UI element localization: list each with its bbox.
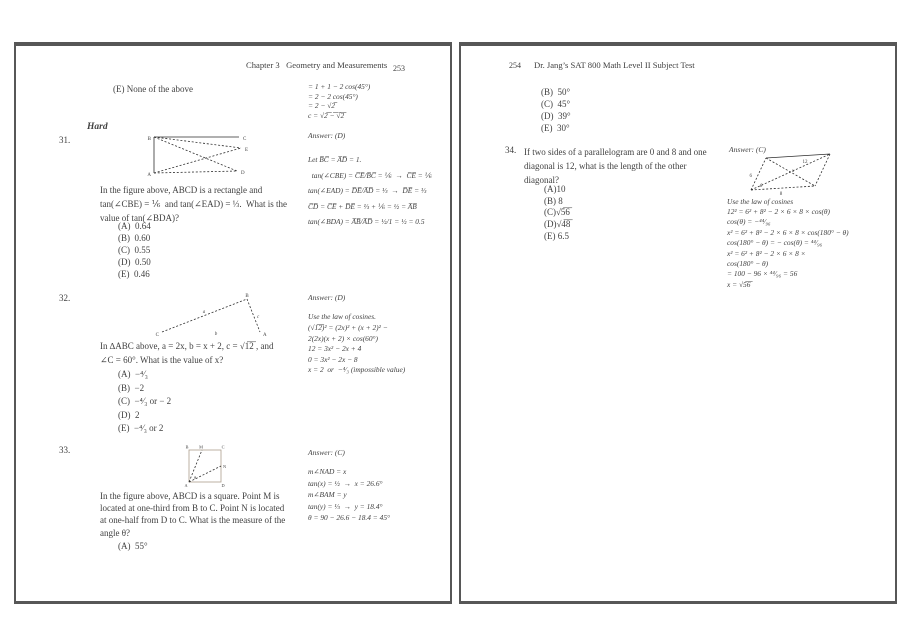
solution-line: cos(180° − θ) = − cos(θ) = ⁴⁴⁄₉₆	[727, 238, 823, 248]
answer-33: Answer: (C)	[308, 448, 345, 457]
answer-31: Answer: (D)	[308, 131, 346, 140]
option-line: (E) 0.46	[118, 269, 150, 279]
option-line: (A) 55°	[118, 541, 148, 551]
question-33-text	[100, 490, 285, 539]
angle-label-theta: θ	[194, 475, 197, 480]
vertex-label-d: D	[221, 483, 225, 488]
difficulty-label: Hard	[87, 122, 108, 132]
carryover-options	[541, 86, 571, 134]
solution-line: 12² = 6² + 8² − 2 × 6 × 8 × cos(θ)	[727, 207, 831, 216]
solution-line: m∠BAM = y	[308, 490, 347, 500]
solution-34-intro: Use the law of cosines	[727, 197, 794, 206]
solution-line: (√1̅2̅)² = (2x)² + (x + 2)² −	[308, 323, 388, 332]
page-number: 254	[509, 61, 521, 70]
answer-32: Answer: (D)	[308, 293, 346, 302]
question-line: at one-half from D to C. What is the measure of the	[100, 515, 286, 526]
vertex-label-c: C	[221, 444, 225, 450]
parallelogram-figure-34	[737, 150, 842, 198]
option-line: (C) 0.55	[118, 245, 151, 255]
question-line: diagonal is 12, what is the length of the other	[524, 161, 687, 171]
question-line: If two sides of a parallelogram are 0 and 8 and one	[524, 147, 707, 157]
question-34-options	[544, 184, 570, 243]
triangle-figure-32	[154, 292, 279, 340]
problem-number-34: 34.	[505, 145, 517, 155]
solution-32-intro: Use the law of cosines.	[308, 312, 376, 321]
angle-label-theta: θ	[760, 184, 763, 189]
side-label-c: c	[257, 315, 260, 320]
carryover-option-e: (E) None of the above	[113, 84, 193, 94]
option-line: (B) 50°	[541, 87, 571, 97]
solution-line: tan(∠BDA) = A̅B̅/A̅D̅ = ½/1 = ½ = 0.5	[308, 217, 425, 227]
solution-line: x² = 6² + 8² − 2 × 6 × 8 × cos(180° − θ)	[727, 227, 849, 237]
option-line: (E) −⁴⁄₃ or 2	[118, 423, 164, 434]
question-31-options	[118, 220, 151, 280]
left-page	[14, 42, 452, 604]
vertex-label-a: A	[147, 173, 151, 178]
solution-line: = 2 − √2̅	[308, 101, 335, 111]
solution-line: C̅D̅ = C̅E̅ + D̅E̅ = ⅓ + ⅙ = ½ = A̅B̅	[308, 201, 417, 211]
question-line: ∠C = 60°. What is the value of x?	[100, 355, 224, 365]
solution-line: = 1 + 1 − 2 cos(45°)	[308, 82, 371, 91]
solution-line: 12 = 3x² − 2x + 4	[308, 344, 362, 354]
solution-line: x² = 6² + 8² − 2 × 6 × 8 ×	[727, 248, 806, 258]
solution-34	[727, 207, 849, 290]
side-label-8: 8	[779, 192, 783, 197]
solution-line: = 2 − 2 cos(45°)	[308, 91, 358, 101]
solution-line: tan(∠EAD) = D̅E̅/A̅D̅ = ⅓ → D̅E̅ = ⅓	[308, 186, 427, 196]
question-33-options	[118, 540, 148, 552]
question-line: In ∆ABC above, a = 2x, b = x + 2, c = √1̅2̅ , and	[100, 341, 274, 351]
option-line: (C) 45°	[541, 99, 571, 109]
solution-line: 2(2x)(x + 2) × cos(60°)	[308, 333, 378, 343]
option-line: (E) 6.5	[544, 230, 569, 241]
question-line: In the figure above, ABCD is a square. Point M is	[100, 491, 280, 501]
option-line: (C)√5̅6̅	[544, 207, 570, 218]
solution-line: = 100 − 96 × ⁴⁴⁄₉₆ = 56	[727, 269, 798, 279]
diagonal-label-12: 12	[802, 160, 808, 165]
vertex-label-b: B	[147, 137, 151, 142]
book-title-header: Dr. Jang’s SAT 800 Math Level II Subject Test	[534, 60, 695, 70]
carryover-solution	[308, 82, 370, 121]
solution-line: c = √2̅ ̅−̅ ̅√̅2̅	[308, 111, 345, 121]
option-line: (A) 0.64	[118, 221, 151, 231]
solution-line: x = 2 or −⁴⁄₃ (impossible value)	[308, 365, 406, 375]
solution-line: 0 = 3x² − 2x − 8	[308, 354, 358, 364]
solution-line: tan(∠CBE) = C̅E̅/B̅C̅ = ⅙ → C̅E̅ = ⅙	[308, 170, 432, 180]
question-32-text	[100, 339, 273, 367]
question-line: diagonal?	[524, 175, 559, 185]
point-label-n: N	[223, 464, 227, 469]
question-line: value of tan(∠BDA)?	[100, 213, 180, 223]
option-line: (D) 2	[118, 409, 140, 420]
solution-line: θ = 90 − 26.6 − 18.4 = 45°	[308, 513, 390, 523]
option-line: (B) 0.60	[118, 233, 151, 243]
question-line: tan(∠CBE) = ⅙ and tan(∠EAD) = ⅓. What is the	[100, 199, 288, 209]
diagonal-label-x: x	[792, 169, 795, 174]
solution-line: cos(θ) = −⁴⁴⁄₉₆	[727, 217, 771, 227]
option-line: (D) 0.50	[118, 257, 151, 267]
vertex-label-e: E	[245, 148, 249, 153]
solution-32	[308, 323, 405, 376]
option-line: (C) −⁴⁄₃ or − 2	[118, 396, 172, 407]
option-line: (D) 39°	[541, 111, 571, 121]
solution-line: Let B̅C̅ = A̅D̅ = 1.	[308, 155, 362, 164]
vertex-label-a: A	[263, 333, 267, 338]
vertex-label-c: C	[155, 333, 159, 338]
vertex-label-b: B	[245, 294, 249, 299]
option-line: (D)√4̅8̅	[544, 219, 571, 230]
problem-number-33: 33.	[59, 445, 71, 455]
right-page	[459, 42, 897, 604]
vertex-label-c: C	[243, 137, 247, 142]
solution-line: tan(y) = ⅓ → y = 18.4°	[308, 501, 383, 511]
solution-33	[308, 466, 390, 524]
side-label-6: 6	[749, 174, 752, 179]
rectangle-figure-31	[142, 132, 260, 180]
option-line: (A)10	[544, 184, 566, 194]
question-32-options	[118, 368, 171, 436]
solution-line: cos(180° − θ)	[727, 259, 769, 269]
question-line: located at one-third from B to C. Point N is located	[100, 503, 285, 514]
solution-line: tan(x) = ½ → x = 26.6°	[308, 478, 383, 488]
point-label-m: M	[199, 444, 203, 450]
option-line: (A) −⁴⁄₃	[118, 369, 148, 379]
vertex-label-b: B	[185, 444, 189, 450]
question-31-text	[100, 183, 287, 225]
problem-number-31: 31.	[59, 135, 71, 145]
side-label-a: a	[202, 310, 206, 315]
solution-line: x = √5̅6̅	[727, 279, 751, 289]
option-line: (B) 8	[544, 195, 563, 206]
side-label-b: b	[214, 332, 218, 337]
vertex-label-d: D	[241, 171, 245, 176]
answer-34: Answer: (C)	[729, 145, 766, 154]
vertex-label-a: A	[184, 483, 188, 488]
solution-line: m∠NAD = x	[308, 467, 347, 476]
page-number: 253	[393, 64, 405, 73]
problem-number-32: 32.	[59, 293, 71, 303]
question-line: angle θ?	[100, 527, 131, 538]
option-line: (B) −2	[118, 382, 145, 393]
solution-31	[308, 152, 432, 230]
square-figure-33	[181, 444, 231, 490]
option-line: (E) 30°	[541, 123, 570, 133]
chapter-header: Chapter 3 Geometry and Measurements	[246, 60, 388, 70]
question-line: In the figure above, ABCD is a rectangle and	[100, 185, 263, 195]
question-34-text	[524, 145, 707, 187]
